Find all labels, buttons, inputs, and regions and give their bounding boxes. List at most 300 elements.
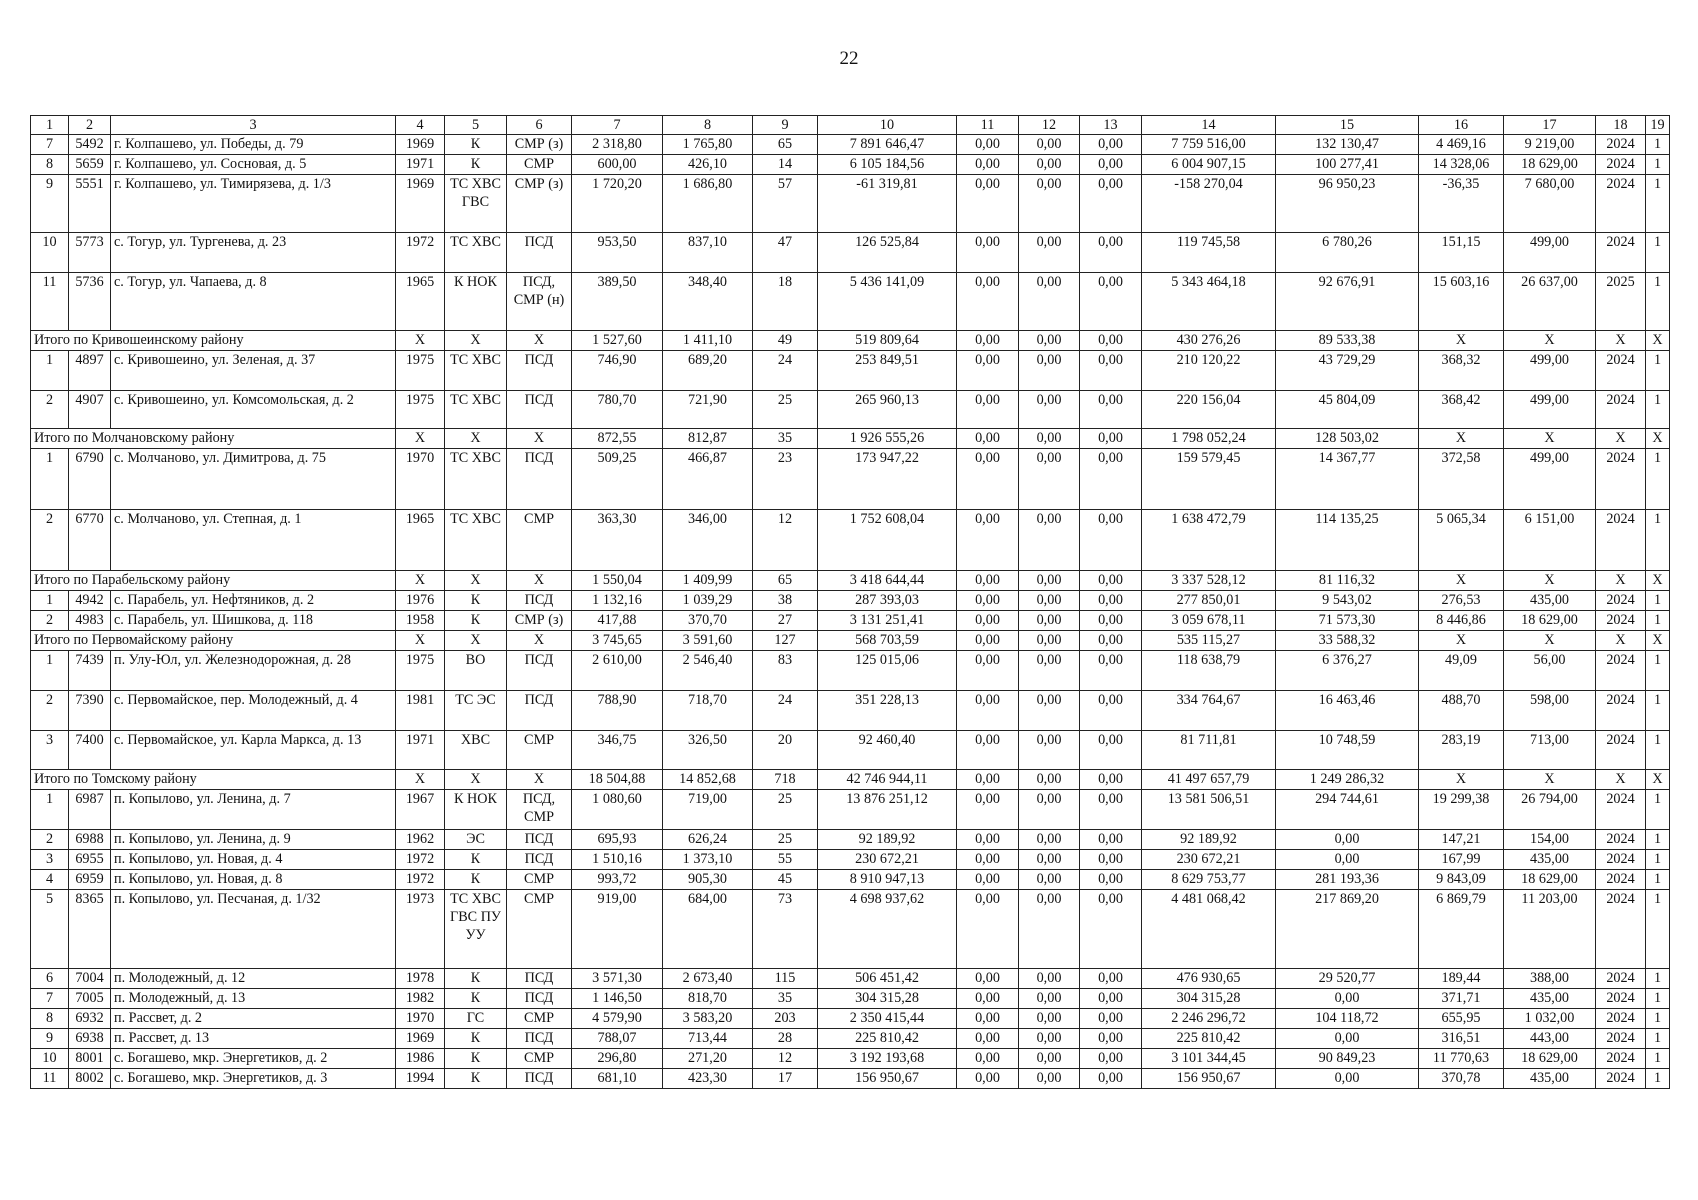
table-cell: 363,30 (572, 510, 663, 571)
table-cell: ТС ХВС (445, 449, 507, 510)
table-cell: 5736 (69, 273, 111, 331)
table-cell: 346,75 (572, 731, 663, 770)
table-cell: 154,00 (1504, 830, 1596, 850)
table-cell: 0,00 (957, 870, 1019, 890)
table-cell: 0,00 (1080, 830, 1142, 850)
table-row (31, 890, 1670, 969)
table-row (31, 449, 1670, 510)
table-cell: 2 (31, 691, 69, 731)
table-cell: 24 (753, 691, 818, 731)
column-header: 16 (1419, 116, 1504, 135)
summary-row (31, 770, 1670, 790)
table-cell: 1 (31, 790, 69, 830)
table-cell: К (445, 1069, 507, 1089)
table-cell: 189,44 (1419, 969, 1504, 989)
table-cell: 210 120,22 (1142, 351, 1276, 391)
table-cell: 25 (753, 830, 818, 850)
table-cell: К (445, 850, 507, 870)
table-cell: 5492 (69, 135, 111, 155)
table-cell: 0,00 (1019, 591, 1080, 611)
table-cell: 7 (31, 989, 69, 1009)
table-cell: 304 315,28 (818, 989, 957, 1009)
address-cell: с. Кривошеино, ул. Комсомольская, д. 2 (111, 391, 396, 429)
table-cell: 43 729,29 (1276, 351, 1419, 391)
table-cell: 5659 (69, 155, 111, 175)
table-cell: 2024 (1596, 989, 1646, 1009)
table-cell: 81 116,32 (1276, 571, 1419, 591)
table-cell: 13 581 506,51 (1142, 790, 1276, 830)
table-cell: 0,00 (1019, 969, 1080, 989)
table-cell: 1 (1646, 155, 1670, 175)
table-cell: 2024 (1596, 155, 1646, 175)
table-cell: 0,00 (1080, 969, 1142, 989)
table-cell: 0,00 (957, 591, 1019, 611)
table-cell: 905,30 (663, 870, 753, 890)
table-cell: 1 510,16 (572, 850, 663, 870)
table-cell: 435,00 (1504, 1069, 1596, 1089)
table-cell: 0,00 (1080, 510, 1142, 571)
table-cell: 11 (31, 1069, 69, 1089)
table-cell: 1 (31, 591, 69, 611)
table-cell: 6 151,00 (1504, 510, 1596, 571)
table-cell: 151,15 (1419, 233, 1504, 273)
table-cell: 2 (31, 391, 69, 429)
table-cell: 118 638,79 (1142, 651, 1276, 691)
table-cell: 1 527,60 (572, 331, 663, 351)
table-cell: 423,30 (663, 1069, 753, 1089)
table-cell: 1 (1646, 510, 1670, 571)
table-cell: -61 319,81 (818, 175, 957, 233)
table-cell: 0,00 (1080, 135, 1142, 155)
table-cell: 0,00 (1019, 429, 1080, 449)
table-cell: ТС ХВС ГВС ПУ УУ (445, 890, 507, 969)
table-cell: 2 (31, 611, 69, 631)
table-cell: 1 765,80 (663, 135, 753, 155)
table-cell: 746,90 (572, 351, 663, 391)
address-cell: с. Тогур, ул. Чапаева, д. 8 (111, 273, 396, 331)
table-cell: 0,00 (1080, 1029, 1142, 1049)
table-cell: 2 (31, 510, 69, 571)
table-row (31, 830, 1670, 850)
table-cell: 5773 (69, 233, 111, 273)
table-cell: 1 146,50 (572, 989, 663, 1009)
table-cell: 0,00 (957, 651, 1019, 691)
table-cell: 2 (31, 830, 69, 850)
table-cell: 1 (1646, 1069, 1670, 1089)
table-cell: 6988 (69, 830, 111, 850)
table-cell: 435,00 (1504, 850, 1596, 870)
table-cell: 2024 (1596, 1009, 1646, 1029)
table-cell: ПСД (507, 591, 572, 611)
table-cell: 368,42 (1419, 391, 1504, 429)
table-row (31, 155, 1670, 175)
table-cell: 718,70 (663, 691, 753, 731)
table-cell: 535 115,27 (1142, 631, 1276, 651)
table-cell: 8002 (69, 1069, 111, 1089)
table-cell: 126 525,84 (818, 233, 957, 273)
address-cell: г. Колпашево, ул. Сосновая, д. 5 (111, 155, 396, 175)
table-cell: СМР (507, 731, 572, 770)
table-cell: 334 764,67 (1142, 691, 1276, 731)
table-cell: 26 794,00 (1504, 790, 1596, 830)
table-cell: 90 849,23 (1276, 1049, 1419, 1069)
table-cell: 388,00 (1504, 969, 1596, 989)
table-cell: 5 343 464,18 (1142, 273, 1276, 331)
table-cell: 1 (1646, 591, 1670, 611)
table-cell: 2 318,80 (572, 135, 663, 155)
table-cell: Х (1596, 770, 1646, 790)
table-cell: 1 686,80 (663, 175, 753, 233)
table-cell: 296,80 (572, 1049, 663, 1069)
table-cell: 1 (1646, 1009, 1670, 1029)
table-cell: 0,00 (957, 571, 1019, 591)
table-cell: Х (1646, 429, 1670, 449)
table-cell: СМР (507, 510, 572, 571)
table-cell: Х (507, 331, 572, 351)
table-cell: ПСД (507, 449, 572, 510)
table-cell: 426,10 (663, 155, 753, 175)
address-cell: п. Рассвет, д. 13 (111, 1029, 396, 1049)
table-cell: 626,24 (663, 830, 753, 850)
table-row (31, 989, 1670, 1009)
table-cell: Х (396, 429, 445, 449)
table-cell: 1 (1646, 830, 1670, 850)
table-cell: 8001 (69, 1049, 111, 1069)
table-cell: 92 189,92 (818, 830, 957, 850)
table-cell: Х (1504, 331, 1596, 351)
summary-label: Итого по Парабельскому району (31, 571, 396, 591)
table-row (31, 1029, 1670, 1049)
column-header: 19 (1646, 116, 1670, 135)
table-cell: ТС ХВС (445, 351, 507, 391)
table-cell: 81 711,81 (1142, 731, 1276, 770)
table-cell: 0,00 (1080, 273, 1142, 331)
table-cell: 0,00 (1080, 770, 1142, 790)
table-cell: 9 219,00 (1504, 135, 1596, 155)
table-cell: 3 591,60 (663, 631, 753, 651)
table-cell: 466,87 (663, 449, 753, 510)
column-header: 17 (1504, 116, 1596, 135)
table-cell: 5551 (69, 175, 111, 233)
table-cell: 55 (753, 850, 818, 870)
table-cell: СМР (з) (507, 175, 572, 233)
table-cell: 2024 (1596, 391, 1646, 429)
column-header: 6 (507, 116, 572, 135)
table-cell: ЭС (445, 830, 507, 850)
table-cell: 2024 (1596, 830, 1646, 850)
table-cell: 9 (31, 175, 69, 233)
address-cell: с. Молчаново, ул. Димитрова, д. 75 (111, 449, 396, 510)
table-cell: 1969 (396, 1029, 445, 1049)
table-cell: 1970 (396, 449, 445, 510)
table-cell: 0,00 (1080, 233, 1142, 273)
table-cell: 225 810,42 (1142, 1029, 1276, 1049)
address-cell: п. Копылово, ул. Новая, д. 8 (111, 870, 396, 890)
table-cell: 0,00 (957, 429, 1019, 449)
table-cell: 0,00 (957, 1009, 1019, 1029)
table-cell: 0,00 (1276, 1069, 1419, 1089)
table-cell: 4 (31, 870, 69, 890)
table-cell: ПСД, СМР (н) (507, 273, 572, 331)
table-cell: 1970 (396, 1009, 445, 1029)
summary-row (31, 429, 1670, 449)
table-cell: К (445, 1029, 507, 1049)
table-cell: 104 118,72 (1276, 1009, 1419, 1029)
address-cell: п. Улу-Юл, ул. Железнодорожная, д. 28 (111, 651, 396, 691)
table-cell: 4 698 937,62 (818, 890, 957, 969)
table-cell: 499,00 (1504, 233, 1596, 273)
table-cell: 173 947,22 (818, 449, 957, 510)
table-cell: 919,00 (572, 890, 663, 969)
table-cell: 114 135,25 (1276, 510, 1419, 571)
table-cell: 0,00 (957, 175, 1019, 233)
table-cell: 17 (753, 1069, 818, 1089)
table-cell: 23 (753, 449, 818, 510)
table-cell: 92 676,91 (1276, 273, 1419, 331)
table-cell: 1 550,04 (572, 571, 663, 591)
table-cell: 4942 (69, 591, 111, 611)
table-cell: 147,21 (1419, 830, 1504, 850)
header-row (31, 116, 1670, 135)
table-cell: 3 571,30 (572, 969, 663, 989)
table-cell: ПСД (507, 850, 572, 870)
table-cell: 1 032,00 (1504, 1009, 1596, 1029)
table-cell: 18 629,00 (1504, 1049, 1596, 1069)
table-cell: 368,32 (1419, 351, 1504, 391)
table-cell: 1981 (396, 691, 445, 731)
table-cell: 316,51 (1419, 1029, 1504, 1049)
table-cell: 1 (1646, 1029, 1670, 1049)
table-cell: 2024 (1596, 1049, 1646, 1069)
table-cell: 230 672,21 (1142, 850, 1276, 870)
table-cell: 20 (753, 731, 818, 770)
table-cell: СМР (з) (507, 135, 572, 155)
table-cell: 15 603,16 (1419, 273, 1504, 331)
table-cell: 2024 (1596, 449, 1646, 510)
table-cell: 253 849,51 (818, 351, 957, 391)
table-cell: 1958 (396, 611, 445, 631)
table-cell: ПСД (507, 1069, 572, 1089)
table-cell: 953,50 (572, 233, 663, 273)
summary-row (31, 631, 1670, 651)
table-cell: 2024 (1596, 591, 1646, 611)
table-cell: 115 (753, 969, 818, 989)
table-cell: 435,00 (1504, 989, 1596, 1009)
table-cell: 0,00 (1080, 449, 1142, 510)
table-cell: 1 798 052,24 (1142, 429, 1276, 449)
table-row (31, 510, 1670, 571)
table-cell: 2025 (1596, 273, 1646, 331)
table-cell: 1972 (396, 870, 445, 890)
table-cell: 4 469,16 (1419, 135, 1504, 155)
table-cell: Х (507, 571, 572, 591)
table-cell: 0,00 (957, 155, 1019, 175)
table-cell: 10 748,59 (1276, 731, 1419, 770)
column-header: 18 (1596, 116, 1646, 135)
table-cell: 19 299,38 (1419, 790, 1504, 830)
table-cell: 2024 (1596, 790, 1646, 830)
table-cell: 156 950,67 (1142, 1069, 1276, 1089)
table-cell: 4 481 068,42 (1142, 890, 1276, 969)
table-cell: 681,10 (572, 1069, 663, 1089)
column-header: 8 (663, 116, 753, 135)
table-cell: 2 673,40 (663, 969, 753, 989)
table-row (31, 1009, 1670, 1029)
table-row (31, 135, 1670, 155)
table-cell: 18 504,88 (572, 770, 663, 790)
table-cell: К (445, 591, 507, 611)
table-body (31, 116, 1670, 1089)
table-cell: 56,00 (1504, 651, 1596, 691)
table-cell: 1 (1646, 870, 1670, 890)
table-cell: 993,72 (572, 870, 663, 890)
table-row (31, 611, 1670, 631)
table-cell: 389,50 (572, 273, 663, 331)
column-header: 7 (572, 116, 663, 135)
table-cell: ТС ХВС ГВС (445, 175, 507, 233)
table-cell: 5 065,34 (1419, 510, 1504, 571)
table-cell: 45 (753, 870, 818, 890)
table-cell: 45 804,09 (1276, 391, 1419, 429)
table-cell: 6 780,26 (1276, 233, 1419, 273)
table-cell: 506 451,42 (818, 969, 957, 989)
table-cell: 281 193,36 (1276, 870, 1419, 890)
table-cell: 7 759 516,00 (1142, 135, 1276, 155)
table-cell: Х (1646, 631, 1670, 651)
table-cell: 6 004 907,15 (1142, 155, 1276, 175)
table-cell: 283,19 (1419, 731, 1504, 770)
table-cell: 1978 (396, 969, 445, 989)
table-cell: 417,88 (572, 611, 663, 631)
table-cell: 0,00 (1019, 1069, 1080, 1089)
table-cell: 0,00 (1080, 691, 1142, 731)
table-cell: ТС ХВС (445, 233, 507, 273)
table-cell: 6 (31, 969, 69, 989)
table-cell: 372,58 (1419, 449, 1504, 510)
table-cell: 600,00 (572, 155, 663, 175)
table-cell: 4983 (69, 611, 111, 631)
table-cell: 287 393,03 (818, 591, 957, 611)
table-cell: 2024 (1596, 175, 1646, 233)
table-cell: 0,00 (1080, 175, 1142, 233)
table-cell: 1 (1646, 651, 1670, 691)
table-cell: 3 745,65 (572, 631, 663, 651)
table-cell: 10 (31, 233, 69, 273)
summary-label: Итого по Первомайскому району (31, 631, 396, 651)
table-cell: 0,00 (957, 790, 1019, 830)
table-cell: ПСД (507, 989, 572, 1009)
table-cell: 11 770,63 (1419, 1049, 1504, 1069)
table-cell: 0,00 (1080, 351, 1142, 391)
table-cell: 2024 (1596, 969, 1646, 989)
table-cell: 230 672,21 (818, 850, 957, 870)
table-cell: 0,00 (957, 969, 1019, 989)
table-cell: 0,00 (957, 273, 1019, 331)
table-cell: 1986 (396, 1049, 445, 1069)
table-cell: 719,00 (663, 790, 753, 830)
table-cell: 0,00 (957, 351, 1019, 391)
table-cell: 18 (753, 273, 818, 331)
table-cell: 0,00 (1019, 830, 1080, 850)
table-cell: 1962 (396, 830, 445, 850)
address-cell: п. Копылово, ул. Ленина, д. 7 (111, 790, 396, 830)
table-cell: 127 (753, 631, 818, 651)
table-cell: Х (445, 571, 507, 591)
table-cell: 0,00 (1080, 850, 1142, 870)
table-cell: 2024 (1596, 870, 1646, 890)
table-cell: Х (507, 631, 572, 651)
table-cell: 695,93 (572, 830, 663, 850)
table-cell: 0,00 (1019, 351, 1080, 391)
table-cell: 0,00 (957, 770, 1019, 790)
table-cell: Х (445, 631, 507, 651)
table-cell: 5 (31, 890, 69, 969)
table-row (31, 591, 1670, 611)
table-cell: ПСД (507, 1029, 572, 1049)
table-row (31, 731, 1670, 770)
table-cell: 1 638 472,79 (1142, 510, 1276, 571)
table-cell: К НОК (445, 273, 507, 331)
table-cell: 2 246 296,72 (1142, 1009, 1276, 1029)
table-cell: К (445, 1049, 507, 1069)
table-cell: Х (445, 331, 507, 351)
table-cell: Х (507, 770, 572, 790)
table-cell: ПСД (507, 391, 572, 429)
column-header: 2 (69, 116, 111, 135)
table-cell: 1 (1646, 969, 1670, 989)
table-cell: 2024 (1596, 1069, 1646, 1089)
table-cell: К (445, 611, 507, 631)
table-cell: 0,00 (957, 391, 1019, 429)
table-cell: 42 746 944,11 (818, 770, 957, 790)
table-row (31, 651, 1670, 691)
table-cell: 0,00 (957, 691, 1019, 731)
table-cell: 0,00 (1080, 870, 1142, 890)
table-cell: 18 629,00 (1504, 870, 1596, 890)
table-cell: 0,00 (1080, 631, 1142, 651)
table-cell: 217 869,20 (1276, 890, 1419, 969)
table-cell: 0,00 (957, 233, 1019, 273)
table-cell: 6 376,27 (1276, 651, 1419, 691)
address-cell: п. Молодежный, д. 12 (111, 969, 396, 989)
table-cell: 598,00 (1504, 691, 1596, 731)
address-cell: с. Парабель, ул. Шишкова, д. 118 (111, 611, 396, 631)
table-cell: 0,00 (1080, 391, 1142, 429)
table-cell: 6790 (69, 449, 111, 510)
table-cell: 203 (753, 1009, 818, 1029)
table-cell: 0,00 (1019, 611, 1080, 631)
table-cell: 0,00 (1019, 691, 1080, 731)
table-cell: 9 843,09 (1419, 870, 1504, 890)
table-cell: 1 (31, 449, 69, 510)
table-cell: 0,00 (1080, 1069, 1142, 1089)
table-cell: 430 276,26 (1142, 331, 1276, 351)
column-header: 3 (111, 116, 396, 135)
table-cell: 100 277,41 (1276, 155, 1419, 175)
table-cell: 294 744,61 (1276, 790, 1419, 830)
table-cell: К (445, 870, 507, 890)
table-cell: 7400 (69, 731, 111, 770)
table-cell: 8 446,86 (1419, 611, 1504, 631)
table-cell: 2 610,00 (572, 651, 663, 691)
address-cell: с. Богашево, мкр. Энергетиков, д. 3 (111, 1069, 396, 1089)
table-cell: СМР (507, 1009, 572, 1029)
table-cell: 713,00 (1504, 731, 1596, 770)
address-cell: г. Колпашево, ул. Победы, д. 79 (111, 135, 396, 155)
table-cell: 18 629,00 (1504, 155, 1596, 175)
table-cell: ПСД (507, 651, 572, 691)
table-cell: 689,20 (663, 351, 753, 391)
